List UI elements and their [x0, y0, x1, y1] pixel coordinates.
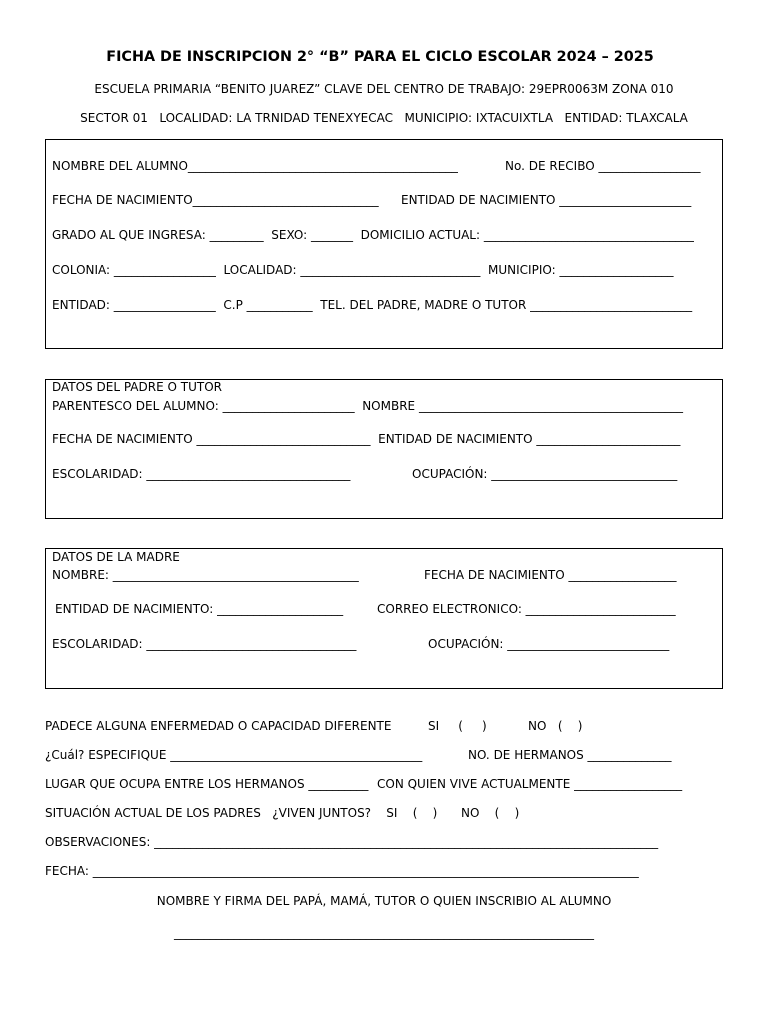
parents-together-no-checkbox[interactable]: NO ( ) [461, 806, 520, 820]
school-info: ESCUELA PRIMARIA “BENITO JUAREZ” CLAVE DEL CENTRO DE TRABAJO: 29EPR0063M ZONA 010 [94, 82, 674, 96]
student-name-field[interactable]: NOMBRE DEL ALUMNO_____________________________________________ [52, 159, 458, 173]
father-birth-field[interactable]: FECHA DE NACIMIENTO _____________________________ ENTIDAD DE NACIMIENTO ________________________ [52, 432, 681, 446]
student-birthplace-field[interactable]: ENTIDAD DE NACIMIENTO ______________________ [401, 193, 692, 207]
mother-email-field[interactable]: CORREO ELECTRONICO: _________________________ [377, 602, 676, 616]
father-section-heading: DATOS DEL PADRE O TUTOR [52, 380, 222, 394]
receipt-number-field[interactable]: No. DE RECIBO _________________ [505, 159, 701, 173]
signature-line[interactable]: ______________________________________________________________________ [174, 926, 594, 940]
mother-name-field[interactable]: NOMBRE: _________________________________________ [52, 568, 359, 582]
student-birthdate-field[interactable]: FECHA DE NACIMIENTO_______________________________ [52, 193, 379, 207]
mother-section-heading: DATOS DE LA MADRE [52, 550, 180, 564]
grade-sex-address-field[interactable]: GRADO AL QUE INGRESA: _________ SEXO: _______ DOMICILIO ACTUAL: ___________________________________ [52, 228, 694, 242]
location-info: SECTOR 01 LOCALIDAD: LA TRNIDAD TENEXYECAC MUNICIPIO: IXTACUIXTLA ENTIDAD: TLAXCALA [80, 111, 688, 125]
illness-no-checkbox[interactable]: NO ( ) [528, 719, 583, 733]
date-field[interactable]: FECHA: ___________________________________________________________________________________________ [45, 864, 639, 878]
sibling-position-field[interactable]: LUGAR QUE OCUPA ENTRE LOS HERMANOS __________ [45, 777, 369, 791]
siblings-count-field[interactable]: NO. DE HERMANOS ______________ [468, 748, 672, 762]
state-zip-phone-field[interactable]: ENTIDAD: _________________ C.P ___________ TEL. DEL PADRE, MADRE O TUTOR ___________________________ [52, 298, 693, 312]
mother-education-field[interactable]: ESCOLARIDAD: ___________________________________ [52, 637, 357, 651]
mother-birthdate-field[interactable]: FECHA DE NACIMIENTO __________________ [424, 568, 677, 582]
mother-birthplace-field[interactable]: ENTIDAD DE NACIMIENTO: _____________________ [55, 602, 344, 616]
father-education-field[interactable]: ESCOLARIDAD: __________________________________ [52, 467, 351, 481]
observations-field[interactable]: OBSERVACIONES: ____________________________________________________________________________________ [45, 835, 659, 849]
illness-specify-field[interactable]: ¿Cuál? ESPECIFIQUE __________________________________________ [45, 748, 423, 762]
mother-occupation-field[interactable]: OCUPACIÓN: ___________________________ [428, 637, 670, 651]
illness-yes-checkbox[interactable]: SI ( ) [428, 719, 487, 733]
page-title: FICHA DE INSCRIPCION 2° “B” PARA EL CICLO ESCOLAR 2024 – 2025 [106, 49, 654, 65]
lives-with-field[interactable]: CON QUIEN VIVE ACTUALMENTE __________________ [377, 777, 683, 791]
parents-together-yes-checkbox[interactable]: SITUACIÓN ACTUAL DE LOS PADRES ¿VIVEN JUNTOS? SI ( ) [45, 806, 438, 820]
father-occupation-field[interactable]: OCUPACIÓN: _______________________________ [412, 467, 678, 481]
illness-question: PADECE ALGUNA ENFERMEDAD O CAPACIDAD DIFERENTE [45, 719, 392, 733]
colony-locality-municipality-field[interactable]: COLONIA: _________________ LOCALIDAD: ______________________________ MUNICIPIO: ___________________ [52, 263, 674, 277]
father-relationship-name-field[interactable]: PARENTESCO DEL ALUMNO: ______________________ NOMBRE ____________________________________________ [52, 399, 683, 413]
signature-label: NOMBRE Y FIRMA DEL PAPÁ, MAMÁ, TUTOR O QUIEN INSCRIBIO AL ALUMNO [156, 894, 612, 908]
